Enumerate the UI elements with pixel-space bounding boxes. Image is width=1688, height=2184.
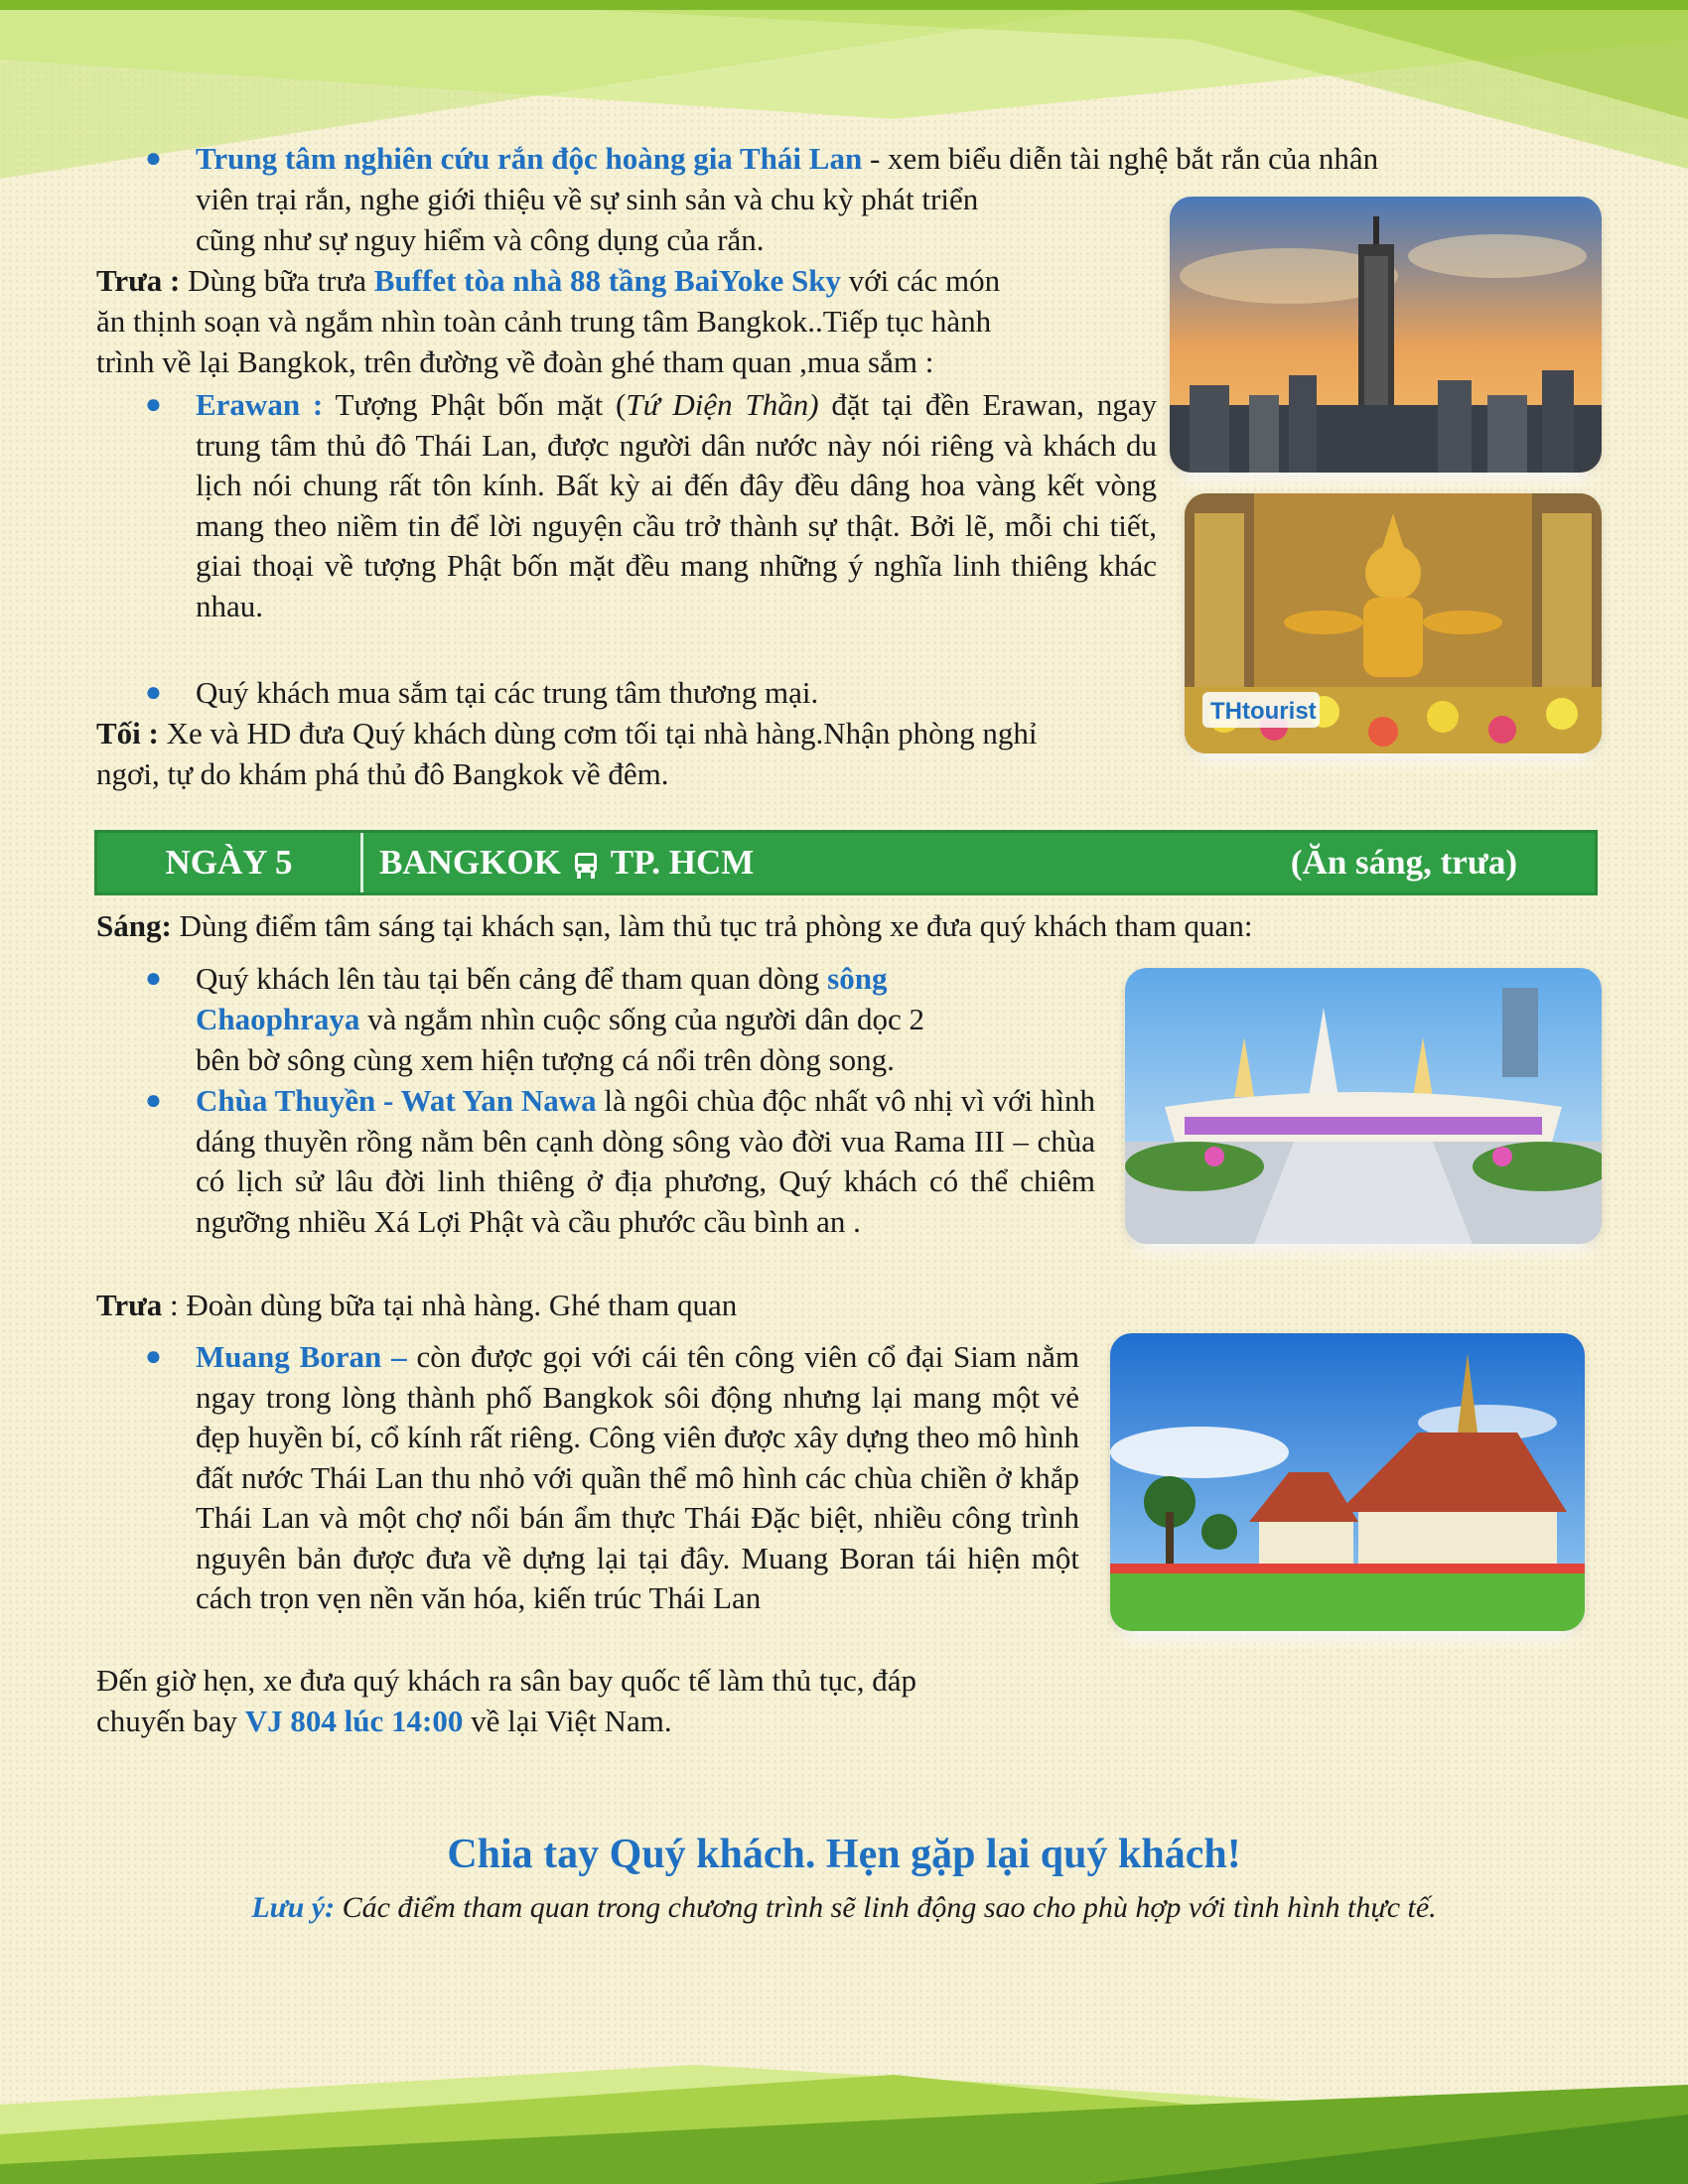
erawan-title: Erawan : (196, 387, 324, 422)
bullet-dot: ● (145, 143, 162, 174)
route-to: TP. HCM (610, 843, 755, 882)
lunch-day5-line: Trưa : Đoàn dùng bữa tại nhà hàng. Ghé tham quan (96, 1288, 738, 1322)
river-line1: Quý khách lên tàu tại bến cảng để tham quan dòng sông (196, 961, 888, 996)
bullet-dot: ● (145, 1341, 162, 1372)
note: Lưu ý: Các điểm tham quan trong chương trình sẽ linh động sao cho phù hợp với tình hình thực tế. (251, 1891, 1437, 1924)
evening-line1: Tối : Xe và HD đưa Quý khách dùng cơm tối tại nhà hàng.Nhận phòng nghỉ (96, 716, 1038, 751)
wat-yan-nawa-paragraph: Chùa Thuyền - Wat Yan Nawa là ngôi chùa độc nhất vô nhị vì với hình dáng thuyền rồng nằm bên cạnh dòng sông vào đời vua Rama III – chùa có lịch sử lâu đời linh thiêng ở địa phương, Quý khách có thể chiêm ngưỡng nhiều Xá Lợi Phật và cầu phước cầu bình an . (196, 1083, 1095, 1239)
shopping-line: Quý khách mua sắm tại các trung tâm thương mại. (196, 675, 819, 710)
wat-yan-nawa-photo (1125, 968, 1602, 1244)
airport-line2: chuyến bay VJ 804 lúc 14:00 về lại Việt Nam. (96, 1704, 672, 1738)
snake-farm-line3: cũng như sự nguy hiểm và công dụng của rắn. (196, 222, 765, 257)
erawan-paragraph: Erawan : Tượng Phật bốn mặt (Tứ Diện Thần) đặt tại đền Erawan, ngay trung tâm thủ đô Thái Lan, được người dân nước này nói riêng và khách du lịch nói chung rất tôn kính. Bất kỳ ai đến đây đều dâng hoa vàng kết vòng mang theo niềm tin để lời nguyện cầu trở thành sự thật. Bởi lẽ, mỗi chi tiết, giai thoại về tượng Phật bốn mặt đều mang những ý nghĩa linh thiêng khác nhau. (196, 387, 1158, 623)
lunch-line2: ăn thịnh soạn và ngắm nhìn toàn cảnh trung tâm Bangkok..Tiếp tục hành (96, 304, 992, 339)
erawan-shrine-photo (1185, 493, 1602, 753)
bullet-dot: ● (145, 677, 162, 708)
baiyoke-tower-photo (1170, 197, 1602, 473)
river-name: Chaophraya (196, 1002, 360, 1036)
muang-boran-paragraph: Muang Boran – còn được gọi với cái tên công viên cổ đại Siam nằm ngay trong lòng thành phố Bangkok sôi động nhưng lại mang một vẻ đẹp huyền bí, cổ kính rất riêng. Công viên được xây dựng theo mô hình đất nước Thái Lan thu nhỏ với quần thể mô hình các chùa chiền ở khắp Thái Lan và một chợ nổi bán ẩm thực Thái Đặc biệt, nhiều công trình nguyên bản được đưa về dựng lại tại đây. Muang Boran tái hiện một cách trọn vẹn nền văn hóa, kiến trúc Thái Lan (196, 1339, 1079, 1615)
river-line2: Chaophraya và ngắm nhìn cuộc sống của người dân dọc 2 (196, 1002, 925, 1036)
evening-line2: ngơi, tự do khám phá thủ đô Bangkok về đêm. (96, 756, 669, 791)
lunch-place: Buffet tòa nhà 88 tầng BaiYoke Sky (373, 263, 842, 298)
note-label: Lưu ý: (251, 1891, 336, 1924)
day-label: NGÀY 5 (97, 833, 363, 892)
muang-boran-title: Muang Boran – (196, 1339, 407, 1374)
route-from: BANGKOK (379, 843, 561, 882)
bullet-dot: ● (145, 1085, 162, 1116)
lunch-day5-label: Trưa (96, 1288, 163, 1322)
airport-line1: Đến giờ hẹn, xe đưa quý khách ra sân bay quốc tế làm thủ tục, đáp (96, 1663, 917, 1698)
bullet-dot: ● (145, 389, 162, 420)
lunch-label: Trưa : (96, 263, 181, 298)
route (363, 843, 1291, 883)
day-5-header (94, 830, 1598, 895)
snake-farm-title: Trung tâm nghiên cứu rắn độc hoàng gia Thái Lan (196, 141, 863, 176)
bus-icon (573, 849, 599, 877)
flight-info: VJ 804 lúc 14:00 (244, 1704, 464, 1738)
morning-line: Sáng: Dùng điểm tâm sáng tại khách sạn, làm thủ tục trả phòng xe đưa quý khách tham quan: (96, 908, 1253, 943)
morning-label: Sáng: (96, 908, 172, 943)
lunch-line1: Trưa : Dùng bữa trưa Buffet tòa nhà 88 tầng BaiYoke Sky với các món (96, 263, 1001, 298)
wat-yan-nawa-title: Chùa Thuyền - Wat Yan Nawa (196, 1083, 597, 1118)
muang-boran-photo (1110, 1333, 1585, 1631)
farewell-message: Chia tay Quý khách. Hẹn gặp lại quý khách! (447, 1832, 1241, 1877)
evening-label: Tối : (96, 716, 159, 751)
meals-included: (Ăn sáng, trưa) (1290, 843, 1517, 882)
river-line3: bên bờ sông cùng xem hiện tượng cá nổi trên dòng song. (196, 1042, 895, 1077)
brand-watermark: THtourist (1210, 698, 1317, 725)
bullet-dot: ● (145, 963, 162, 994)
snake-farm-line2: viên trại rắn, nghe giới thiệu về sự sinh sản và chu kỳ phát triển (196, 182, 979, 216)
lunch-line3: trình về lại Bangkok, trên đường về đoàn ghé tham quan ,mua sắm : (96, 344, 934, 379)
snake-farm-line1: Trung tâm nghiên cứu rắn độc hoàng gia Thái Lan - xem biểu diễn tài nghệ bắt rắn của nhân (196, 141, 1379, 176)
